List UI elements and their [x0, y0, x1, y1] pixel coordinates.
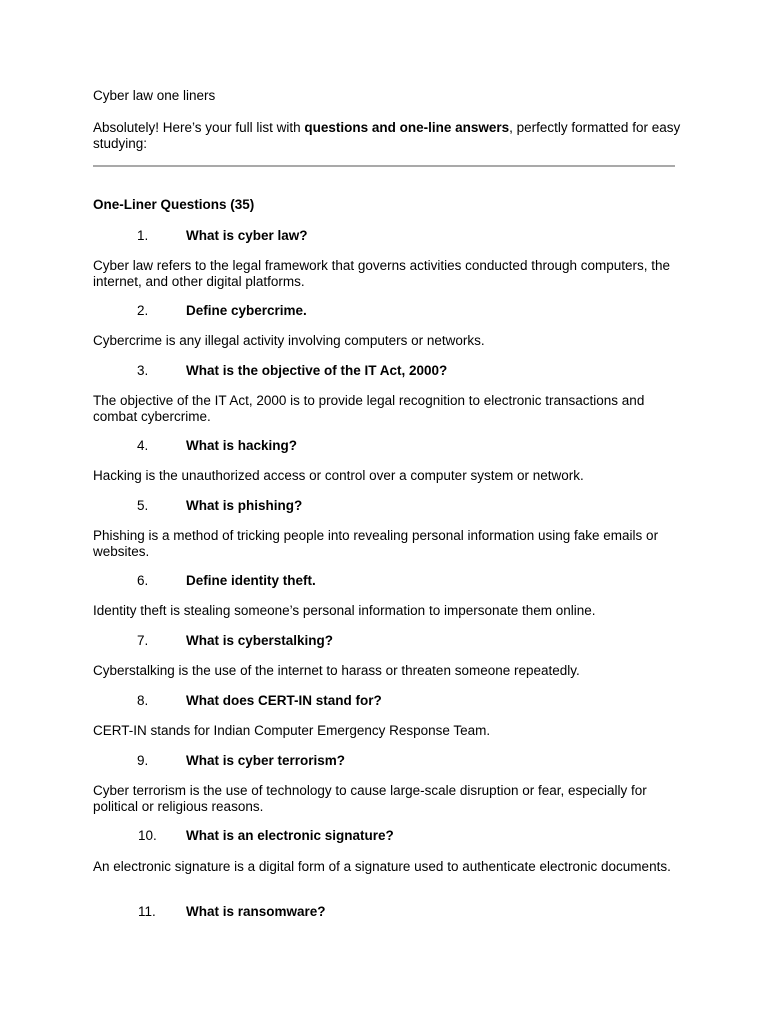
answer-text: Phishing is a method of tricking people into revealing personal information using fake emails or websites.: [93, 528, 659, 559]
question-text: What does CERT-IN stand for?: [186, 693, 382, 708]
horizontal-divider: [93, 165, 675, 167]
answer-text: Cybercrime is any illegal activity involving computers or networks.: [93, 333, 485, 348]
answer-text: Identity theft is stealing someone’s personal information to impersonate them online.: [93, 603, 596, 618]
question-number: 1.: [137, 228, 149, 243]
question-number: 5.: [137, 498, 149, 513]
question-number: 6.: [137, 573, 149, 588]
answer-text: Hacking is the unauthorized access or control over a computer system or network.: [93, 468, 584, 483]
question-text: What is cyberstalking?: [186, 633, 334, 648]
question-text: What is ransomware?: [186, 904, 326, 919]
question-number: 4.: [137, 438, 149, 453]
section-heading: One-Liner Questions (35): [93, 197, 255, 212]
answer-text: An electronic signature is a digital form of a signature used to authenticate electronic documents.: [93, 859, 671, 874]
question-number: 11.: [138, 904, 156, 919]
question-number: 3.: [137, 363, 149, 378]
intro-text-start: Absolutely! Here’s your full list with: [93, 120, 305, 135]
question-text: What is hacking?: [186, 438, 298, 453]
question-text: Define identity theft.: [186, 573, 316, 588]
question-number: 10.: [138, 828, 157, 843]
answer-text: CERT-IN stands for Indian Computer Emergency Response Team.: [93, 723, 491, 738]
question-number: 7.: [137, 633, 149, 648]
question-text: What is the objective of the IT Act, 2000?: [186, 363, 448, 378]
document-title: Cyber law one liners: [93, 88, 216, 103]
question-text: What is cyber terrorism?: [186, 753, 346, 768]
question-text: What is an electronic signature?: [186, 828, 394, 843]
question-text: What is phishing?: [186, 498, 303, 513]
intro-text-end: , perfectly formatted for easy studying:: [93, 120, 681, 151]
question-number: 2.: [137, 303, 149, 318]
question-text: Define cybercrime.: [186, 303, 307, 318]
question-number: 8.: [137, 693, 149, 708]
answer-text: Cyber law refers to the legal framework that governs activities conducted through computers, the internet, and other digital platforms.: [93, 258, 671, 289]
intro-paragraph: [93, 120, 683, 152]
answer-text: Cyberstalking is the use of the internet to harass or threaten someone repeatedly.: [93, 663, 580, 678]
answer-text: The objective of the IT Act, 2000 is to provide legal recognition to electronic transactions and combat cybercrime.: [93, 393, 645, 424]
answer-text: Cyber terrorism is the use of technology to cause large-scale disruption or fear, especially for political or religious reasons.: [93, 783, 647, 814]
question-number: 9.: [137, 753, 149, 768]
question-text: What is cyber law?: [186, 228, 308, 243]
intro-bold-text: questions and one-line answers: [304, 120, 510, 135]
